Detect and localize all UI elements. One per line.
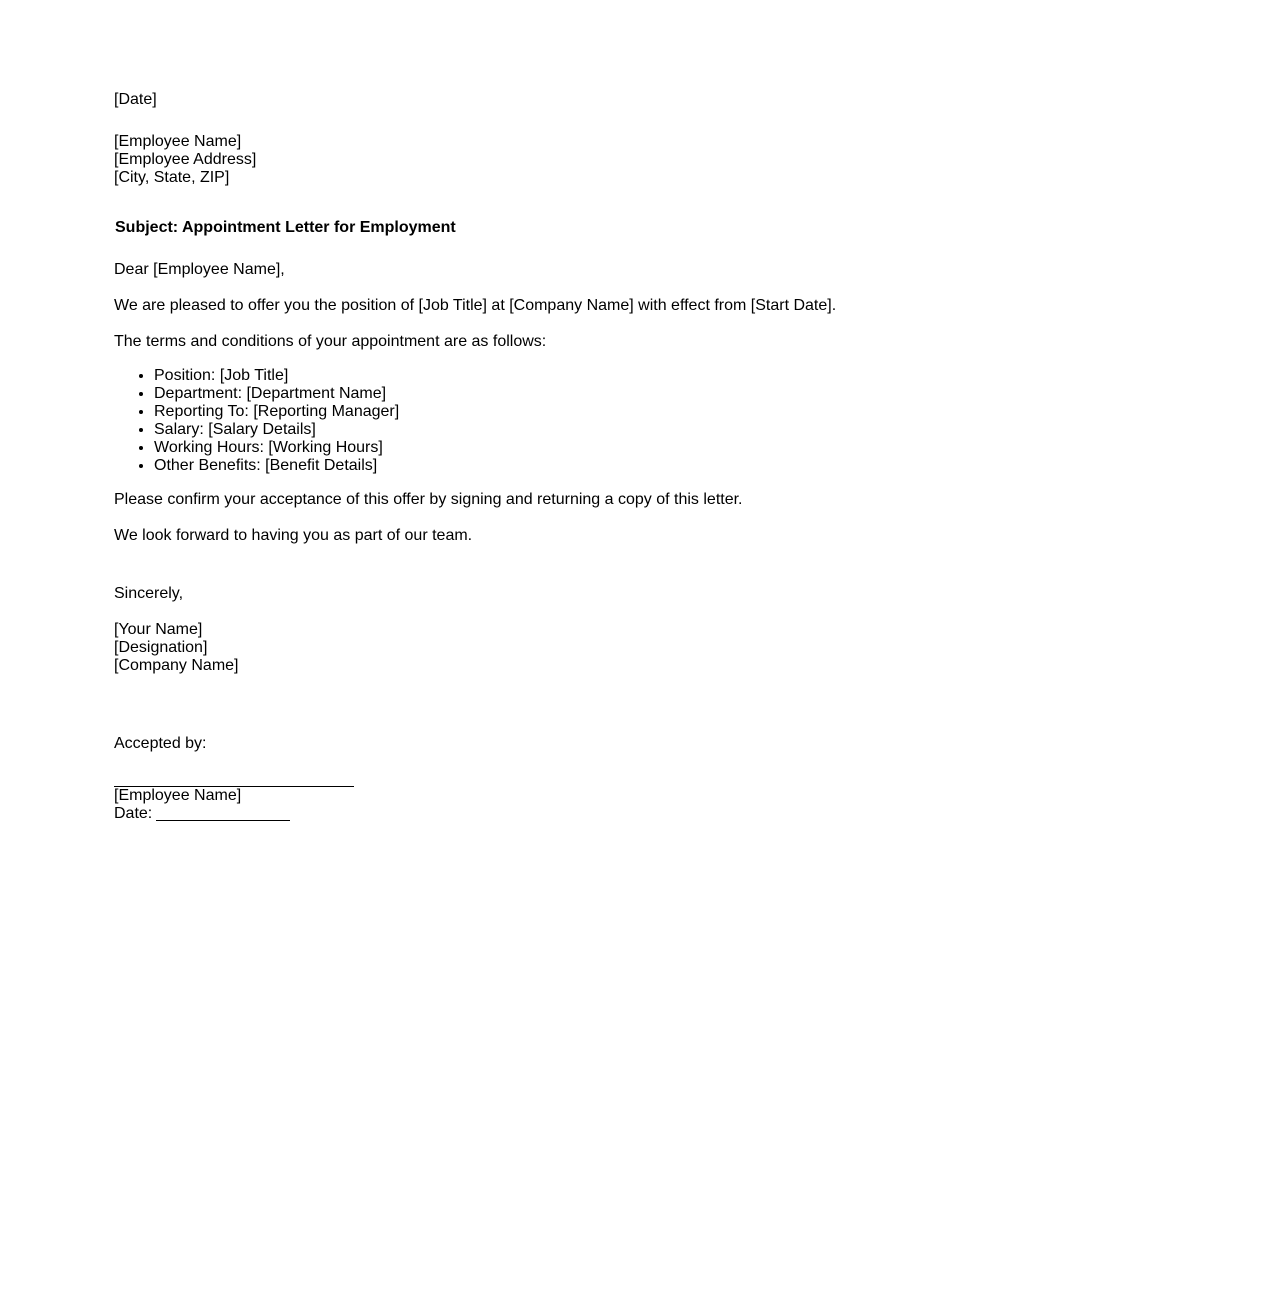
acceptance-employee-name: [Employee Name] [114, 787, 242, 804]
date-blank-line [156, 805, 290, 821]
team-paragraph: We look forward to having you as part of our team. [114, 527, 473, 544]
sender-designation: [Designation] [114, 639, 208, 656]
letter-greeting: Dear [Employee Name], [114, 261, 285, 278]
recipient-address: [Employee Address] [114, 151, 257, 168]
letter-subject: Subject: Appointment Letter for Employment [115, 219, 456, 236]
letter-closing: Sincerely, [114, 585, 184, 602]
terms-list [114, 367, 1114, 475]
term-item-department: • Department: [Department Name] [154, 385, 1114, 403]
signature-line [114, 769, 354, 787]
term-item-reporting-to: • Reporting To: [Reporting Manager] [154, 403, 1114, 421]
acceptance-date-label: Date: [114, 805, 153, 822]
acceptance-date-row [114, 805, 1114, 823]
recipient-address-block [114, 133, 1114, 187]
confirm-paragraph: Please confirm your acceptance of this offer by signing and returning a copy of this letter. [114, 491, 743, 508]
term-item-position: • Position: [Job Title] [154, 367, 1114, 385]
sender-block [114, 621, 1114, 675]
appointment-letter [114, 91, 1114, 823]
term-item-working-hours: • Working Hours: [Working Hours] [154, 439, 1114, 457]
accepted-by-label: Accepted by: [114, 735, 207, 752]
sender-company: [Company Name] [114, 657, 239, 674]
sender-name: [Your Name] [114, 621, 203, 638]
recipient-name: [Employee Name] [114, 133, 242, 150]
recipient-city-state-zip: [City, State, ZIP] [114, 169, 230, 186]
term-item-other-benefits: • Other Benefits: [Benefit Details] [154, 457, 1114, 475]
terms-intro: The terms and conditions of your appointment are as follows: [114, 333, 547, 350]
letter-date: [Date] [114, 91, 157, 108]
term-item-salary: • Salary: [Salary Details] [154, 421, 1114, 439]
offer-paragraph: We are pleased to offer you the position of [Job Title] at [Company Name] with effect from [Start Date]. [114, 297, 837, 314]
